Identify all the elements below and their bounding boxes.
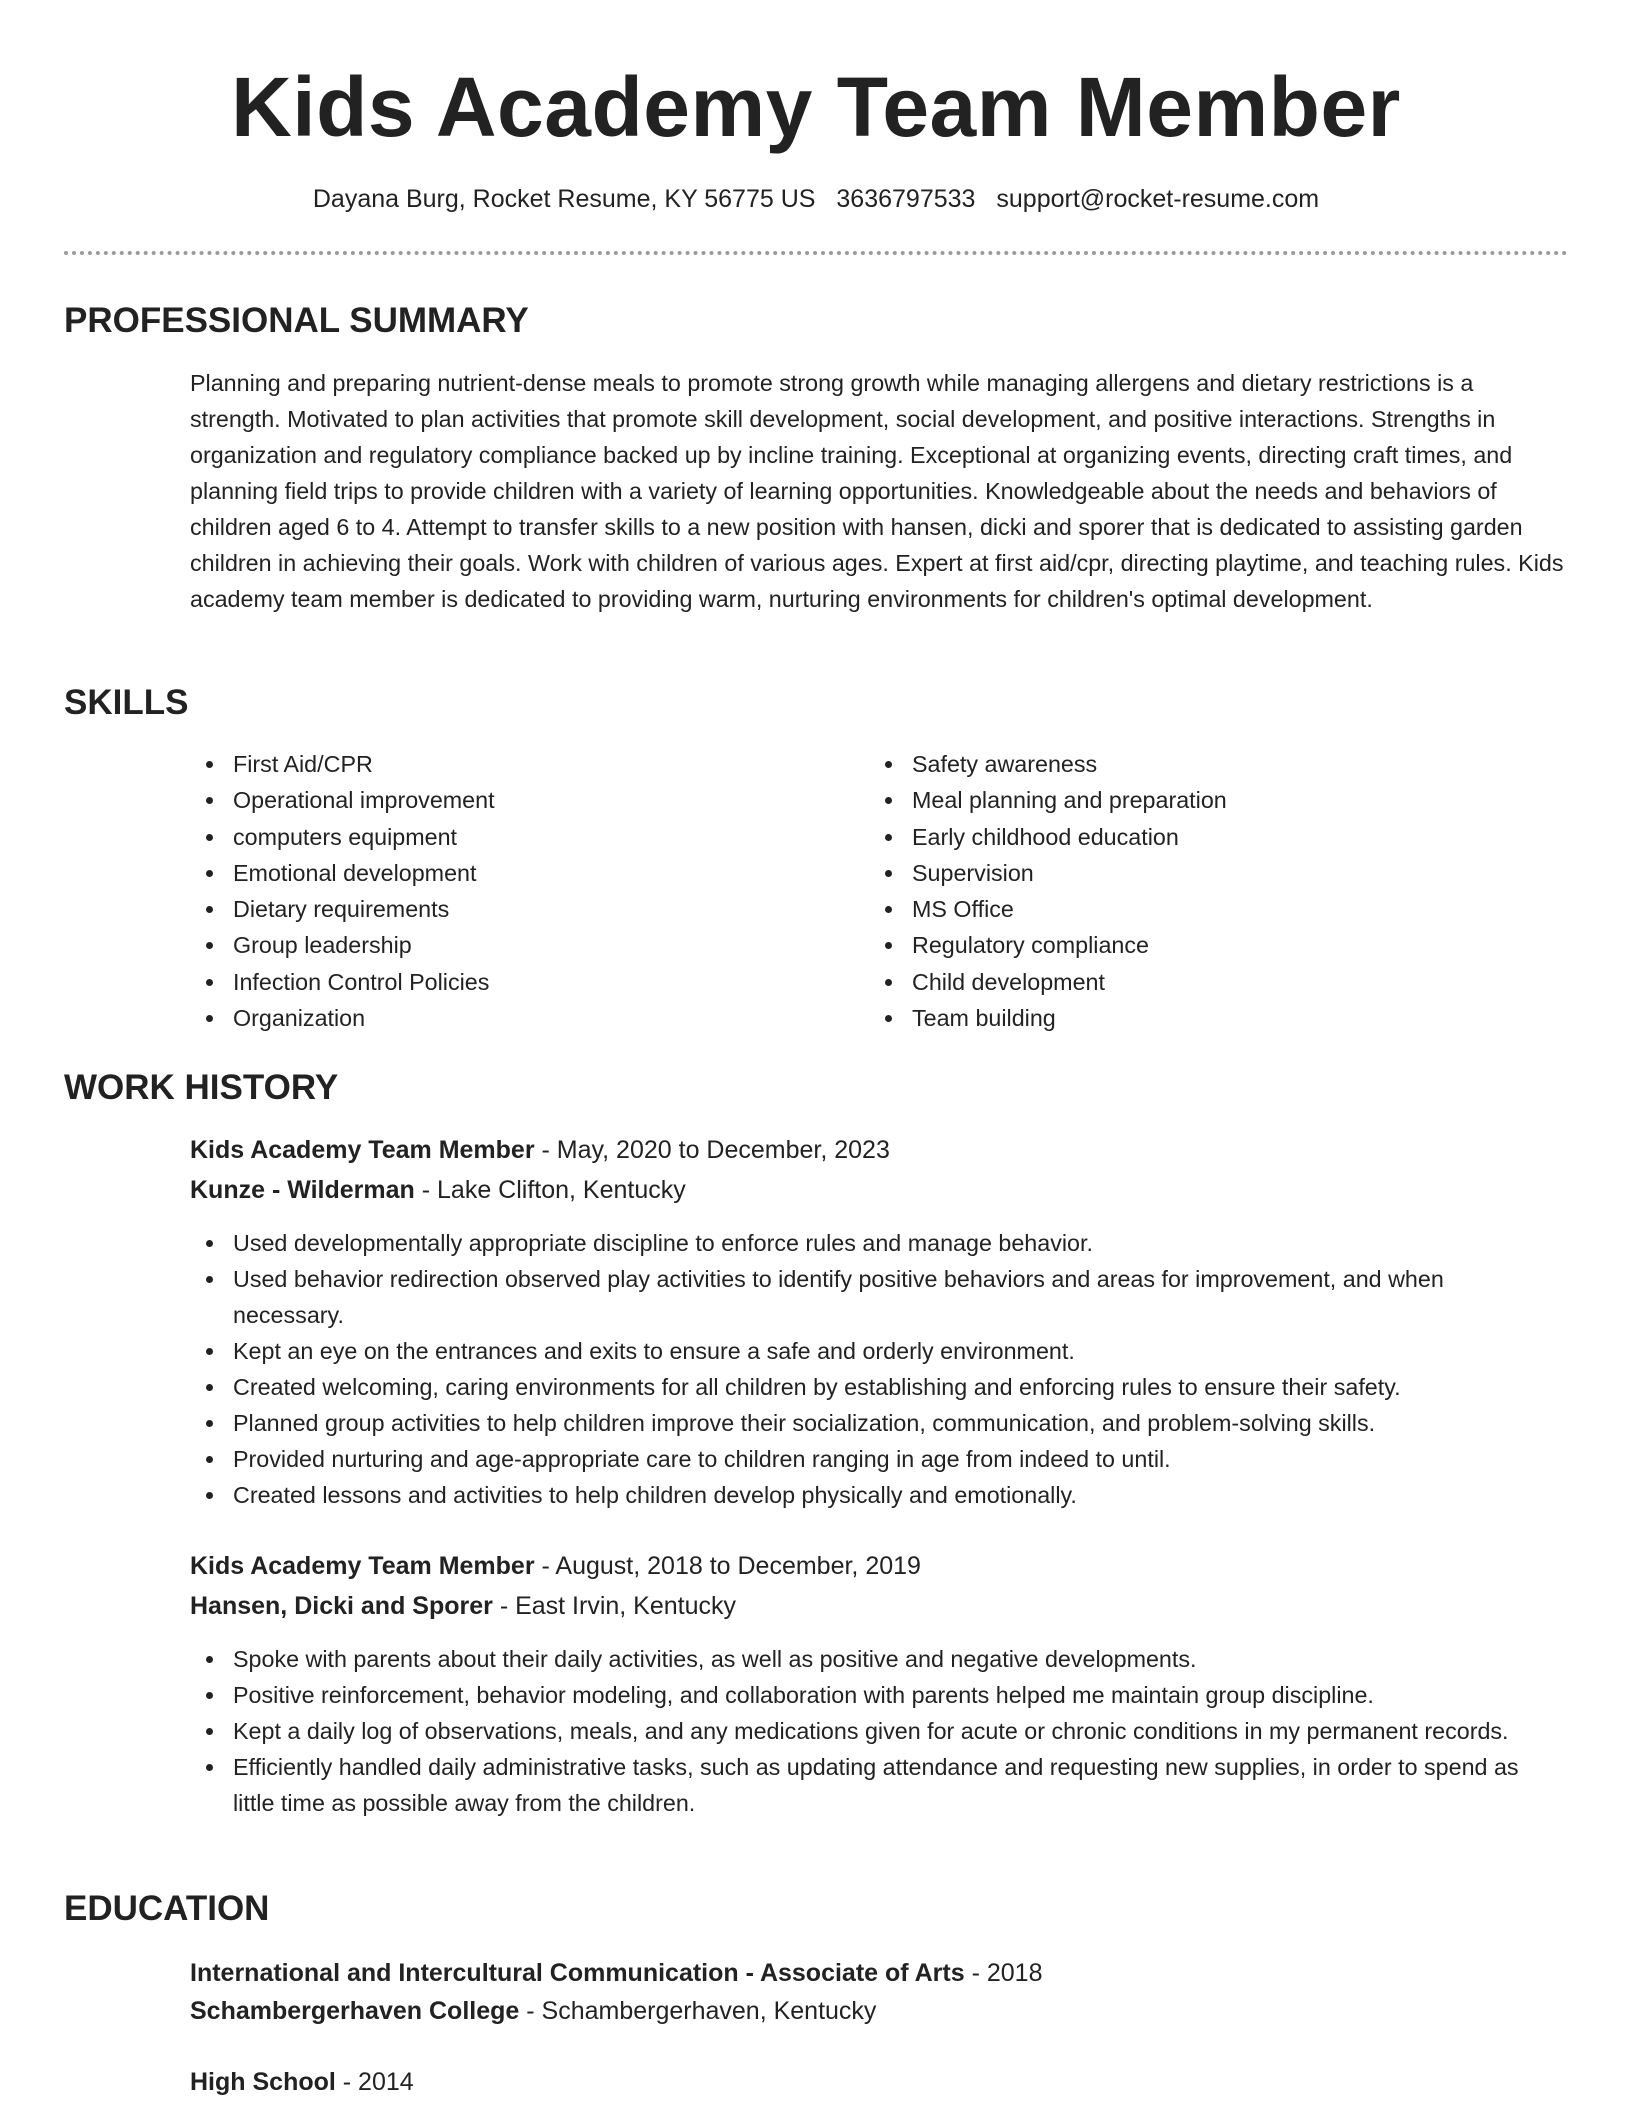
education-year: - 2018 — [964, 1959, 1043, 1987]
job-title-line — [190, 1546, 921, 1586]
skills-list-right — [869, 746, 1227, 1036]
summary-heading: PROFESSIONAL SUMMARY — [64, 301, 529, 340]
job-bullets — [190, 1641, 1560, 1821]
education-degree: High School — [190, 2068, 336, 2096]
skill-item: Group leadership — [190, 927, 495, 963]
skill-item: Early childhood education — [869, 819, 1227, 855]
skills-list-left — [190, 746, 495, 1036]
job-bullet: Kept a daily log of observations, meals, and any medications given for acute or chronic conditions in my permanent records. — [190, 1713, 1560, 1749]
job-bullet: Spoke with parents about their daily activities, as well as positive and negative developments. — [190, 1641, 1560, 1677]
skill-item: Emotional development — [190, 855, 495, 891]
education-school-line — [190, 1991, 876, 2031]
job-bullet: Positive reinforcement, behavior modeling, and collaboration with parents helped me maintain group discipline. — [190, 1677, 1560, 1713]
job-bullet: Planned group activities to help children improve their socialization, communication, and problem-solving skills. — [190, 1405, 1560, 1441]
skills-heading: SKILLS — [64, 683, 189, 722]
job-bullet: Created lessons and activities to help children develop physically and emotionally. — [190, 1477, 1560, 1513]
skill-item: Meal planning and preparation — [869, 782, 1227, 818]
work-history-heading: WORK HISTORY — [64, 1068, 339, 1107]
skill-item: computers equipment — [190, 819, 495, 855]
education-degree-line — [190, 1953, 1042, 1993]
skill-item: Safety awareness — [869, 746, 1227, 782]
header-divider — [64, 251, 1568, 255]
contact-address: Dayana Burg, Rocket Resume, KY 56775 US — [312, 185, 816, 213]
job-bullets — [190, 1225, 1560, 1513]
skill-item: Child development — [869, 964, 1227, 1000]
skill-item: Regulatory compliance — [869, 927, 1227, 963]
job-dates: - May, 2020 to December, 2023 — [534, 1136, 890, 1164]
job-bullet: Efficiently handled daily administrative tasks, such as updating attendance and requesting new supplies, in order to spend as little time as possible away from the children. — [190, 1749, 1560, 1821]
job-company-line — [190, 1586, 736, 1626]
skill-item: Operational improvement — [190, 782, 495, 818]
job-bullet: Kept an eye on the entrances and exits to ensure a safe and orderly environment. — [190, 1333, 1560, 1369]
job-title: Kids Academy Team Member — [190, 1136, 535, 1164]
skill-item: Team building — [869, 1000, 1227, 1036]
education-degree: International and Intercultural Communication - Associate of Arts — [190, 1959, 965, 1987]
skill-item: MS Office — [869, 891, 1227, 927]
job-dates: - August, 2018 to December, 2019 — [534, 1552, 921, 1580]
contact-line — [0, 179, 1632, 219]
job-bullet: Used behavior redirection observed play activities to identify positive behaviors and areas for improvement, and when necessary. — [190, 1261, 1560, 1333]
education-school: Schambergerhaven College — [190, 1997, 520, 2025]
skill-item: First Aid/CPR — [190, 746, 495, 782]
skill-item: Organization — [190, 1000, 495, 1036]
education-degree-line — [190, 2062, 414, 2102]
job-title-line — [190, 1130, 890, 1170]
skill-item: Infection Control Policies — [190, 964, 495, 1000]
job-company: Kunze - Wilderman — [190, 1176, 415, 1204]
job-location: - East Irvin, Kentucky — [492, 1592, 737, 1620]
job-title: Kids Academy Team Member — [190, 1552, 535, 1580]
skill-item: Supervision — [869, 855, 1227, 891]
education-location: - Schambergerhaven, Kentucky — [519, 1997, 877, 2025]
job-bullet: Provided nurturing and age-appropriate care to children ranging in age from indeed to until. — [190, 1441, 1560, 1477]
job-location: - Lake Clifton, Kentucky — [414, 1176, 686, 1204]
summary-text: Planning and preparing nutrient-dense meals to promote strong growth while managing allergens and dietary restrictions is a strength. Motivated to plan activities that promote skill development, social development, and positive interactions. Strengths in organization and regulatory compliance backed up by incline training. Exceptional at organizing events, directing craft times, and planning field trips to provide children with a variety of learning opportunities. Knowledgeable about the needs and behaviors of children aged 6 to 4. Attempt to transfer skills to a new position with hansen, dicki and sporer that is dedicated to assisting garden children in achieving their goals. Work with children of various ages. Expert at first aid/cpr, directing playtime, and teaching rules. Kids academy team member is dedicated to providing warm, nurturing environments for children's optimal development. — [190, 370, 1564, 612]
job-bullet: Used developmentally appropriate discipline to enforce rules and manage behavior. — [190, 1225, 1560, 1261]
education-year: - 2014 — [335, 2068, 414, 2096]
job-company: Hansen, Dicki and Sporer — [190, 1592, 493, 1620]
job-company-line — [190, 1170, 686, 1210]
resume-name: Kids Academy Team Member — [231, 60, 1401, 154]
contact-phone: 3636797533 — [836, 185, 976, 213]
education-heading: EDUCATION — [64, 1889, 270, 1928]
job-bullet: Created welcoming, caring environments for all children by establishing and enforcing rules to ensure their safety. — [190, 1369, 1560, 1405]
skill-item: Dietary requirements — [190, 891, 495, 927]
contact-email: support@rocket-resume.com — [996, 185, 1320, 213]
